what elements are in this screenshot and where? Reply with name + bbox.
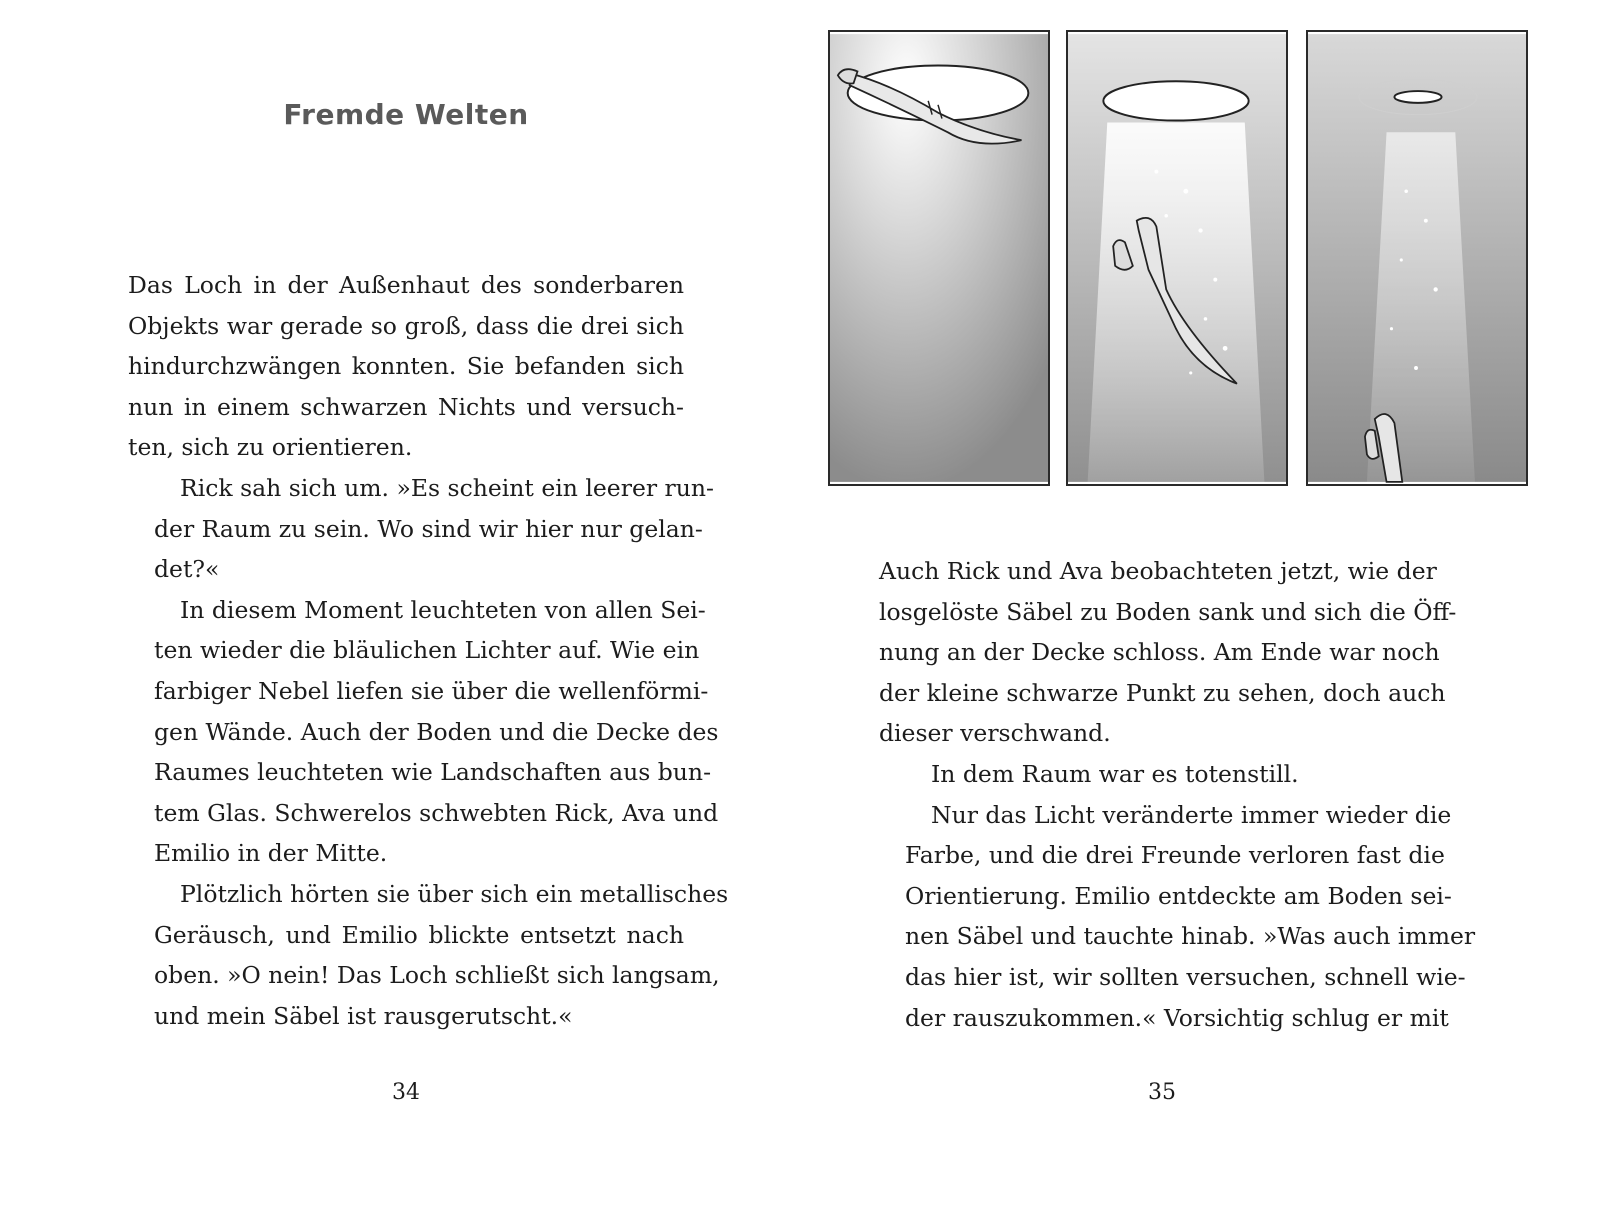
text-line: Raumes leuchteten wie Landschaften aus bun-: [154, 758, 712, 787]
text-line: ten, sich zu orientieren.: [128, 433, 413, 462]
text-line: Das Loch in der Außenhaut des sonderbaren: [128, 271, 684, 299]
text-line: Objekts war gerade so groß, dass die drei sich: [128, 311, 684, 340]
page-number-right: 35: [1148, 1080, 1176, 1105]
paragraph: [128, 265, 684, 468]
text-line: Auch Rick und Ava beobachteten jetzt, wie der: [879, 557, 1437, 585]
text-line: gen Wände. Auch der Boden und die Decke des: [154, 717, 719, 746]
text-line: Rick sah sich um. »Es scheint ein leerer run-: [180, 473, 714, 502]
text-line: tem Glas. Schwerelos schwebten Rick, Ava und: [154, 798, 719, 827]
paragraph: [879, 551, 1457, 754]
text-line: der rauszukommen.« Vorsichtig schlug er mit: [905, 1003, 1449, 1032]
right-page: [800, 0, 1600, 1227]
paragraph: [128, 874, 729, 1036]
paragraph: [128, 590, 719, 874]
paragraph: [879, 754, 1435, 795]
text-line: nen Säbel und tauchte hinab. »Was auch immer: [905, 922, 1476, 951]
text-line: losgelöste Säbel zu Boden sank und sich die Öff-: [879, 597, 1457, 626]
text-line: das hier ist, wir sollten versuchen, schnell wie-: [905, 962, 1466, 991]
text-line: der Raum zu sein. Wo sind wir hier nur gelan-: [154, 514, 703, 543]
text-line: Farbe, und die drei Freunde verloren fast die: [905, 841, 1445, 870]
sabre-sinking-illustration: [1068, 32, 1286, 484]
text-line: In dem Raum war es totenstill.: [931, 759, 1299, 788]
text-line: det?«: [154, 555, 220, 584]
text-line: und mein Säbel ist rausgerutscht.«: [154, 1001, 573, 1030]
text-line: dieser verschwand.: [879, 719, 1111, 748]
left-body-text: [128, 265, 729, 1036]
paragraph: [128, 468, 714, 590]
chapter-title: Fremde Welten: [283, 98, 529, 131]
text-line: nung an der Decke schloss. Am Ende war noch: [879, 638, 1440, 667]
text-line: der kleine schwarze Punkt zu sehen, doch auch: [879, 678, 1446, 707]
text-line: Emilio in der Mitte.: [154, 839, 388, 868]
text-line: Plötzlich hörten sie über sich ein metallisches: [180, 879, 729, 908]
text-line: farbiger Nebel liefen sie über die wellenförmi-: [154, 676, 709, 705]
text-line: Geräusch, und Emilio blickte entsetzt nach: [154, 920, 684, 949]
text-line: nun in einem schwarzen Nichts und versuch-: [128, 392, 684, 421]
text-line: Nur das Licht veränderte immer wieder die: [931, 800, 1452, 829]
comic-panel-3: [1306, 30, 1528, 486]
comic-panel-1: [828, 30, 1050, 486]
text-line: oben. »O nein! Das Loch schließt sich langsam,: [154, 961, 720, 990]
comic-illustration: [828, 30, 1528, 490]
paragraph: [879, 795, 1476, 1039]
comic-panel-2: [1066, 30, 1288, 486]
sabre-in-opening-illustration: [830, 32, 1048, 484]
text-line: ten wieder die bläulichen Lichter auf. Wie ein: [154, 636, 700, 665]
text-line: Orientierung. Emilio entdeckte am Boden sei-: [905, 881, 1452, 910]
text-line: In diesem Moment leuchteten von allen Sei-: [180, 595, 706, 624]
page-number-left: 34: [392, 1080, 420, 1105]
text-line: hindurchzwängen konnten. Sie befanden sich: [128, 352, 684, 381]
sabre-on-floor-illustration: [1308, 32, 1526, 484]
right-body-text: [879, 551, 1476, 1038]
